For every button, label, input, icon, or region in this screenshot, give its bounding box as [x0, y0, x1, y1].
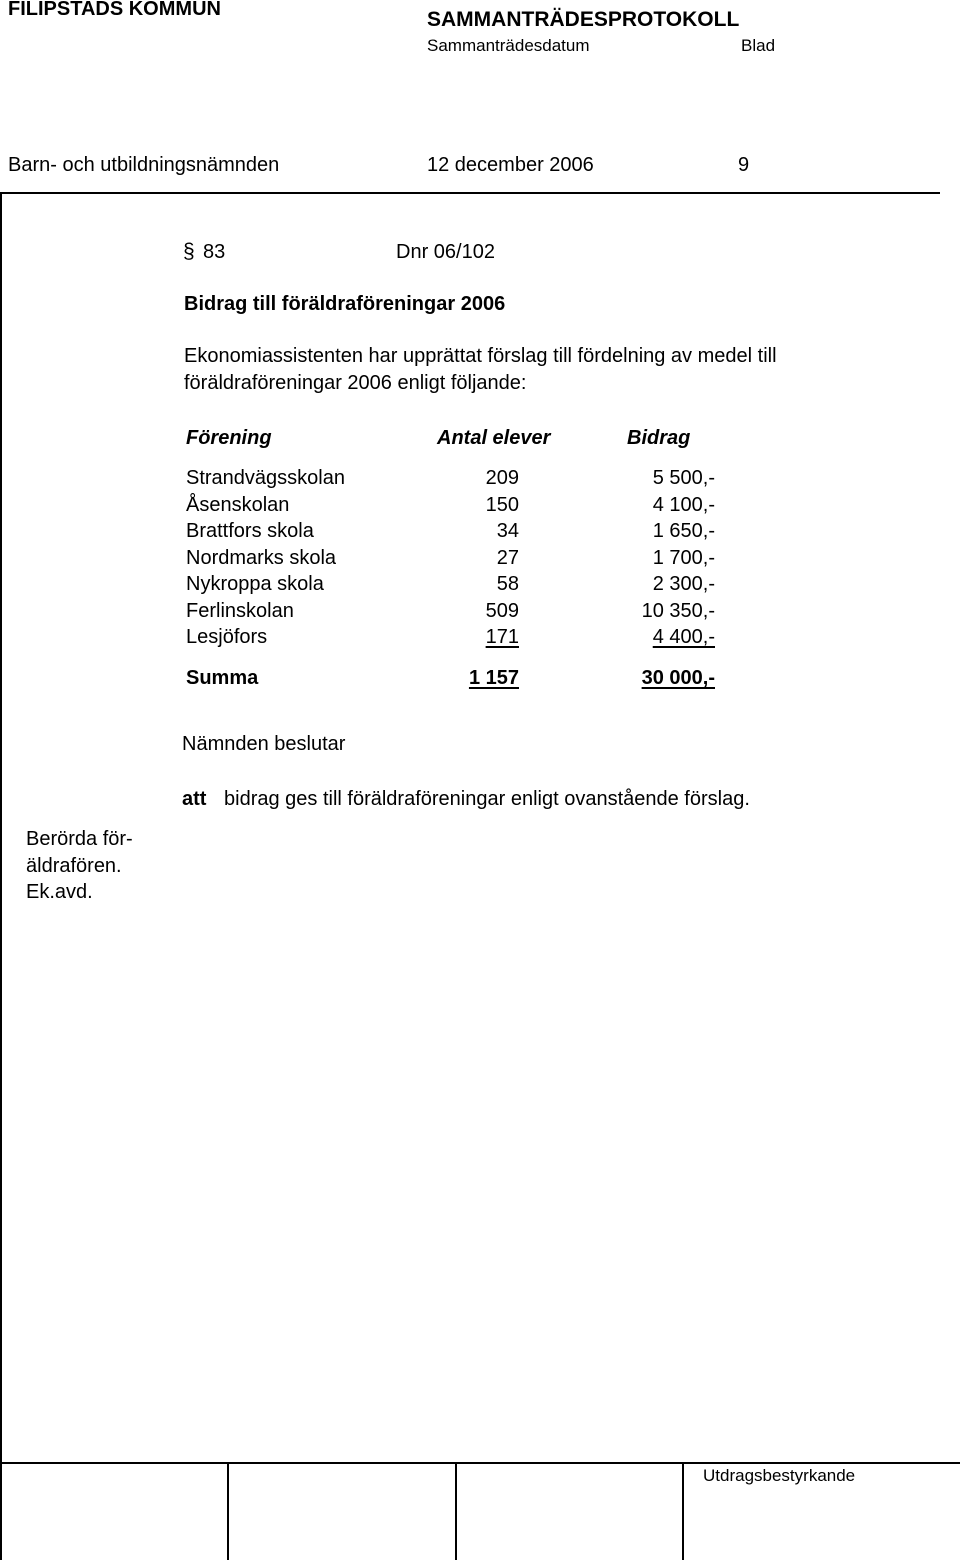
intro-text-line-1: Ekonomiassistenten har upprättat förslag till fördelning av medel till	[184, 345, 777, 367]
header-rule	[0, 192, 940, 194]
decision-text: bidrag ges till föräldraföreningar enligt ovanstående förslag.	[224, 788, 750, 810]
row-grant: 4 400,-	[652, 626, 715, 648]
sheet-label: Blad	[741, 36, 776, 55]
column-header-pupil-count: Antal elever	[437, 427, 551, 449]
row-association: Lesjöfors	[186, 626, 268, 648]
row-association: Ferlinskolan	[186, 600, 294, 622]
total-pupil-count: 1 157	[468, 667, 519, 689]
footer-divider-2	[455, 1462, 457, 1560]
committee-name: Barn- och utbildningsnämnden	[8, 154, 280, 176]
table-row	[0, 494, 960, 520]
row-pupil-count: 171	[485, 626, 519, 648]
row-association: Nykroppa skola	[186, 573, 324, 595]
row-pupil-count: 509	[485, 600, 519, 622]
row-grant: 2 300,-	[652, 573, 715, 595]
meeting-date-label: Sammanträdesdatum	[427, 36, 590, 55]
table-row	[0, 600, 960, 626]
total-label: Summa	[186, 667, 259, 689]
page-number: 9	[738, 154, 750, 176]
table-row	[0, 547, 960, 573]
decision-att: att	[182, 788, 207, 810]
row-grant: 10 350,-	[641, 600, 715, 622]
section-heading: Bidrag till föräldraföreningar 2006	[184, 293, 506, 315]
meeting-date: 12 december 2006	[427, 154, 594, 176]
row-pupil-count: 27	[496, 547, 519, 569]
row-grant: 4 100,-	[652, 494, 715, 516]
row-grant: 1 700,-	[652, 547, 715, 569]
row-pupil-count: 58	[496, 573, 519, 595]
row-grant: 1 650,-	[652, 520, 715, 542]
organization-name: FILIPSTADS KOMMUN	[8, 0, 221, 20]
intro-text-line-2: föräldraföreningar 2006 enligt följande:	[184, 372, 527, 394]
distribution-line-3: Ek.avd.	[26, 881, 93, 903]
decision-intro: Nämnden beslutar	[182, 733, 346, 755]
row-pupil-count: 150	[485, 494, 519, 516]
distribution-line-2: äldrafören.	[26, 855, 122, 877]
column-header-association: Förening	[186, 427, 272, 449]
footer-divider-1	[227, 1462, 229, 1560]
left-frame-border	[0, 192, 2, 1560]
row-pupil-count: 34	[496, 520, 519, 542]
document-title: SAMMANTRÄDESPROTOKOLL	[427, 8, 740, 31]
table-row	[0, 626, 960, 652]
column-header-grant: Bidrag	[627, 427, 691, 449]
row-association: Brattfors skola	[186, 520, 314, 542]
distribution-line-1: Berörda för-	[26, 828, 133, 850]
footer-divider-3	[682, 1462, 684, 1560]
certification-label: Utdragsbestyrkande	[703, 1466, 856, 1485]
footer-rule	[0, 1462, 960, 1464]
paragraph-number: 83	[203, 241, 226, 263]
table-row	[0, 573, 960, 599]
row-pupil-count: 209	[485, 467, 519, 489]
row-association: Nordmarks skola	[186, 547, 337, 569]
row-association: Åsenskolan	[186, 494, 290, 516]
case-number: Dnr 06/102	[396, 241, 495, 263]
paragraph-symbol: §	[183, 240, 195, 263]
total-grant: 30 000,-	[641, 667, 715, 689]
table-total-row	[0, 667, 960, 693]
table-row	[0, 467, 960, 493]
row-grant: 5 500,-	[652, 467, 715, 489]
table-row	[0, 520, 960, 546]
row-association: Strandvägsskolan	[186, 467, 345, 489]
